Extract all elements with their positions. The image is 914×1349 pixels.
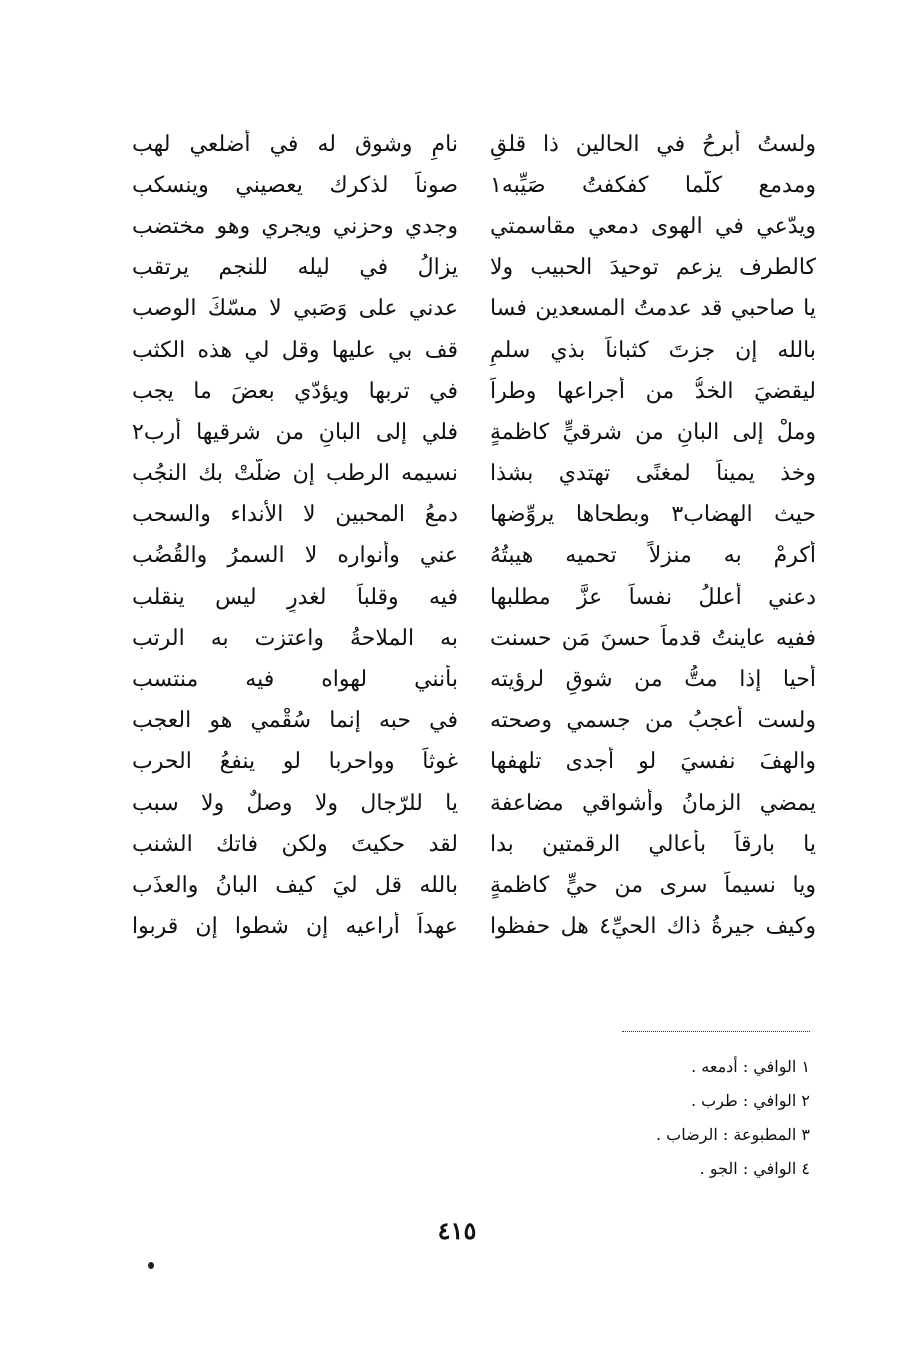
verse-line — [132, 618, 816, 659]
verse-line — [132, 824, 816, 865]
verse-line — [132, 865, 816, 906]
verse-line — [132, 124, 816, 165]
first-hemistich: يا صاحبي قد عدمتُ المسعدين فسا — [490, 296, 816, 322]
second-hemistich: عدني على وَصَبي لا مسّكَ الوصب — [132, 296, 458, 322]
first-hemistich: حيث الهضاب٣ وبطحاها يروِّضها — [490, 502, 816, 528]
first-hemistich: ولستُ أبرحُ في الحالين ذا قلقٍ — [490, 131, 816, 157]
page-number: ٤١٥ — [437, 1216, 477, 1245]
verse-line — [132, 371, 816, 412]
first-hemistich: وكيف جيرةُ ذاك الحيِّ٤ هل حفظوا — [490, 914, 816, 940]
second-hemistich: يزالُ في ليله للنجم يرتقب — [132, 255, 458, 281]
verse-line — [132, 783, 816, 824]
second-hemistich: صوناً لذكرك يعصيني وينسكب — [132, 172, 458, 198]
footnote-separator — [622, 1031, 810, 1032]
first-hemistich: دعني أعللُ نفساً عزَّ مطلبها — [490, 584, 816, 610]
second-hemistich: نسيمه الرطب إن ضلَّتْ بك النجُب — [132, 461, 458, 487]
footnote-4: ٤ الوافي : الجو . — [699, 1159, 810, 1178]
first-hemistich: ففيه عاينتُ قدماً حسنَ مَن حسنت — [490, 625, 816, 651]
verse-line — [132, 577, 816, 618]
first-hemistich: ومدمع كلّما كفكفتُ صَيِّبه١ — [490, 172, 816, 198]
verse-line — [132, 289, 816, 330]
verse-line — [132, 165, 816, 206]
verse-line — [132, 907, 816, 948]
footnote-2: ٢ الوافي : طرب . — [690, 1091, 810, 1110]
first-hemistich: أكرمْ به منزلاً تحميه هيبتُهُ — [490, 543, 816, 569]
second-hemistich: وجدي وحزني ويجري وهو مختضب — [132, 213, 458, 239]
second-hemistich: فيه وقلباً لغدرٍ ليس ينقلب — [132, 584, 458, 610]
second-hemistich: غوثاً وواحربا لو ينفعُ الحرب — [132, 749, 458, 775]
second-hemistich: به الملاحةُ واعتزت به الرتب — [132, 625, 458, 651]
second-hemistich: بالله قل ليَ كيف البانُ والعذَب — [132, 872, 458, 898]
first-hemistich: والهفَ نفسيَ لو أجدى تلهفها — [490, 749, 816, 775]
verse-line — [132, 495, 816, 536]
first-hemistich: وخذ يميناً لمغنًى تهتدي بشذا — [490, 461, 816, 487]
first-hemistich: أحيا إذا متُّ من شوقٍ لرؤيته — [490, 667, 816, 693]
verse-line — [132, 701, 816, 742]
second-hemistich: يا للرّجال ولا وصلٌ ولا سبب — [132, 790, 458, 816]
second-hemistich: في تربها ويؤدّي بعضَ ما يجب — [132, 378, 458, 404]
verse-line — [132, 536, 816, 577]
second-hemistich: نامٍ وشوق له في أضلعي لهب — [132, 131, 458, 157]
second-hemistich: عني وأنواره لا السمرُ والقُضُب — [132, 543, 458, 569]
first-hemistich: يا بارقاً بأعالي الرقمتين بدا — [490, 831, 816, 857]
verse-line — [132, 206, 816, 247]
ink-speck — [148, 1262, 154, 1269]
verse-line — [132, 659, 816, 700]
verse-line — [132, 330, 816, 371]
poem — [132, 124, 816, 948]
footnote-1: ١ الوافي : أدمعه . — [691, 1057, 810, 1076]
first-hemistich: ولست أعجبُ من جسمي وصحته — [490, 708, 816, 734]
second-hemistich: في حبه إنما سُقْمي هو العجب — [132, 708, 458, 734]
second-hemistich: فلي إلى البانِ من شرقيها أرب٢ — [132, 419, 458, 445]
first-hemistich: ويدّعي في الهوى دمعي مقاسمتي — [490, 213, 816, 239]
first-hemistich: ليقضيَ الخدُّ من أجراعها وطراً — [490, 378, 816, 404]
verse-line — [132, 454, 816, 495]
second-hemistich: عهداً أراعيه إن شطوا إن قربوا — [132, 914, 458, 940]
first-hemistich: بالله إن جزتَ كثباناً بذي سلمٍ — [490, 337, 816, 363]
second-hemistich: لقد حكيتَ ولكن فاتك الشنب — [132, 831, 458, 857]
verse-line — [132, 412, 816, 453]
first-hemistich: وملْ إلى البانِ من شرقيٍّ كاظمةٍ — [490, 419, 816, 445]
verse-line — [132, 742, 816, 783]
second-hemistich: قف بي عليها وقل لي هذه الكثب — [132, 337, 458, 363]
verse-line — [132, 248, 816, 289]
second-hemistich: بأنني لهواه فيه منتسب — [132, 667, 458, 693]
second-hemistich: دمعُ المحبين لا الأنداء والسحب — [132, 502, 458, 528]
footnote-3: ٣ المطبوعة : الرضاب . — [656, 1125, 810, 1144]
footnotes — [410, 1050, 810, 1186]
first-hemistich: ويا نسيماً سرى من حيٍّ كاظمةٍ — [490, 872, 816, 898]
first-hemistich: كالطرف يزعم توحيدَ الحبيب ولا — [490, 255, 816, 281]
first-hemistich: يمضي الزمانُ وأشواقي مضاعفة — [490, 790, 816, 816]
